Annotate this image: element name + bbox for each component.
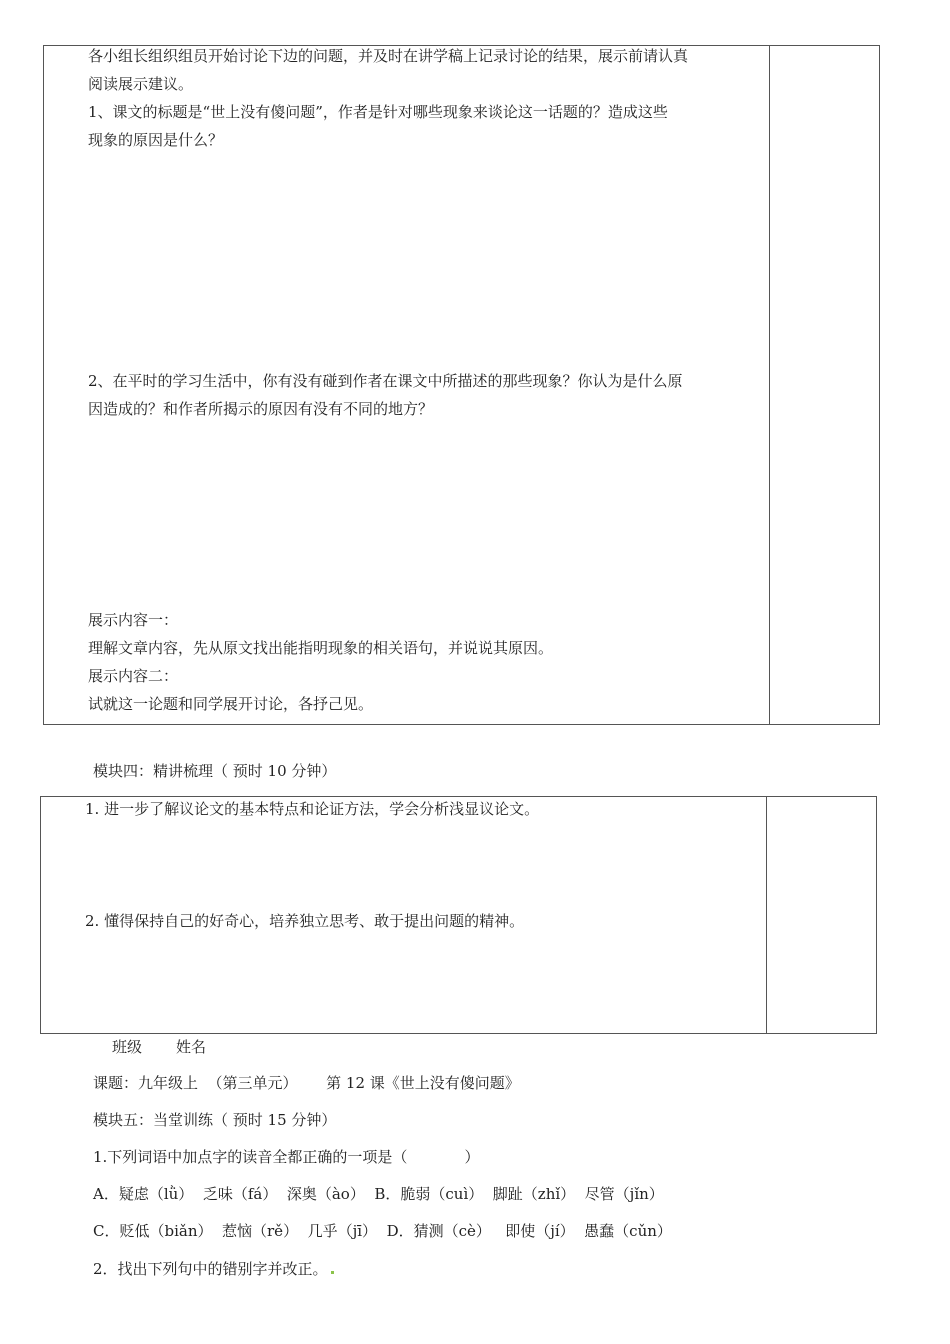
show-content-1-title: 展示内容一： bbox=[88, 611, 179, 629]
module-4-heading: 模块四：精讲梳理（ 预时 10 分钟） bbox=[93, 762, 337, 780]
question-2-line-2: 因造成的？和作者所揭示的原因有没有不同的地方？ bbox=[88, 400, 434, 418]
name-label: 姓名 bbox=[176, 1038, 207, 1056]
exercise-options-ab: A．疑虑（lǜ） 乏味（fá） 深奥（ào） B．脆弱（cuì） 脚趾（zhǐ） 尽管（jǐn） bbox=[93, 1185, 664, 1203]
show-content-1-text: 理解文章内容，先从原文找出能指明现象的相关语句，并说说其原因。 bbox=[88, 639, 554, 657]
green-dot-mark bbox=[331, 1271, 334, 1274]
discussion-table-divider bbox=[769, 45, 770, 725]
intro-line-2: 阅读展示建议。 bbox=[88, 75, 194, 93]
question-2-line-1: 2、在平时的学习生活中，你有没有碰到作者在课文中所描述的那些现象？你认为是什么原 bbox=[88, 372, 683, 390]
exercise-options-cd: C．贬低（biǎn） 惹恼（rě） 几乎（jī） D．猜测（cè） 即使（jí） 愚蠢（cǔn） bbox=[93, 1222, 672, 1240]
show-content-2-title: 展示内容二： bbox=[88, 667, 179, 685]
module-5-heading: 模块五：当堂训练（ 预时 15 分钟） bbox=[93, 1111, 337, 1129]
show-content-2-text: 试就这一论题和同学展开讨论，各抒己见。 bbox=[88, 695, 374, 713]
exercise-question-2: 2．找出下列句中的错别字并改正。 bbox=[93, 1260, 328, 1278]
intro-line-1: 各小组长组织组员开始讨论下边的问题，并及时在讲学稿上记录讨论的结果，展示前请认真 bbox=[88, 47, 689, 65]
objective-1: 1. 进一步了解议论文的基本特点和论证方法，学会分析浅显议论文。 bbox=[85, 800, 540, 818]
question-1-line-2: 现象的原因是什么？ bbox=[88, 131, 224, 149]
exercise-question-1: 1.下列词语中加点字的读音全都正确的一项是（ ） bbox=[93, 1148, 480, 1166]
exercise-question-2-row bbox=[93, 1259, 334, 1279]
objective-2: 2. 懂得保持自己的好奇心，培养独立思考、敢于提出问题的精神。 bbox=[85, 912, 525, 930]
question-1-line-1: 1、课文的标题是“世上没有傻问题”，作者是针对哪些现象来谈论这一话题的？造成这些 bbox=[88, 103, 668, 121]
objectives-table-divider bbox=[766, 796, 767, 1034]
lesson-title: 课题：九年级上 （第三单元） 第 12 课《世上没有傻问题》 bbox=[93, 1074, 520, 1092]
class-label: 班级 bbox=[112, 1038, 143, 1056]
